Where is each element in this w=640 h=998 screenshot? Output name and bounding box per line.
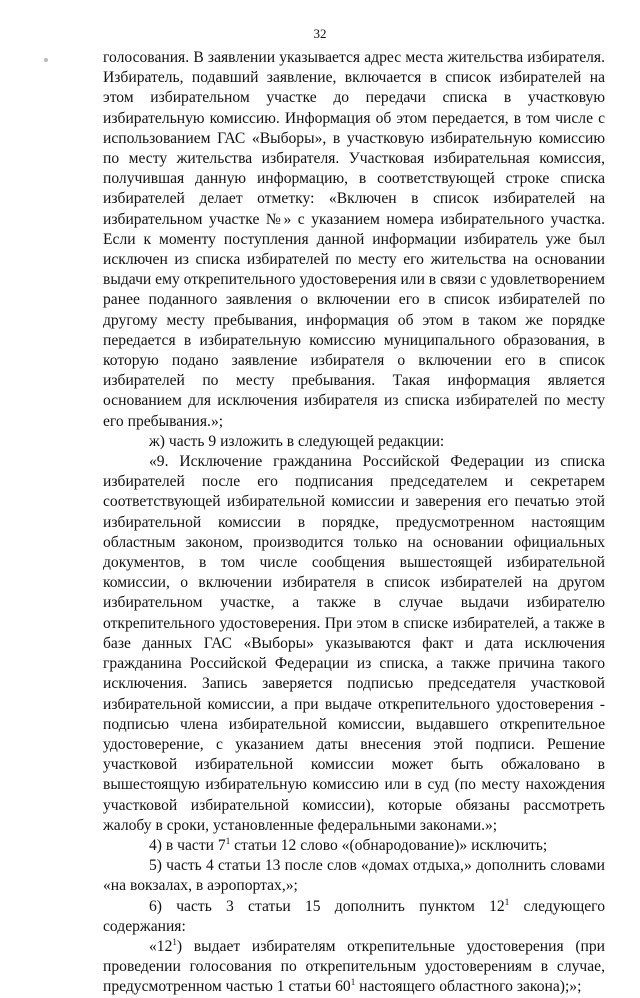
paragraph-item-6-text-a: 6) часть 3 статьи 15 дополнить пунктом 12	[149, 897, 505, 915]
paragraph-continuation: голосования. В заявлении указывается адрес места жительства избирателя. Избиратель, подавший заявление, включается в список избирателей на этом избирательном участке до передачи списка в участковую избирательную комиссию. Информация об этом передается, в том числе с использованием ГАС «Выборы», в участковую избирательную комиссию по месту жительства избирателя. Участковая избирательная комиссия, получившая данную информацию, в соответствующей строке списка избирателей делает отметку: «Включен в список избирателей на избирательном участке №» с указанием номера избирательного участка. Если к моменту поступления данной информации избиратель уже был исключен из списка избирателей по месту его жительства на основании выдачи ему открепительного удостоверения или в связи с удовлетворением ранее поданного заявления о включении его в список избирателей по другому месту пребывания, информация об этом в таком же порядке передается в избирательную комиссию муниципального образования, в которую подано заявление избирателя о включении его в список избирателей по месту пребывания. Такая информация является основанием для исключения избирателя из списка избирателей по месту его пребывания.»;	[103, 49, 606, 430]
document-body	[103, 48, 605, 998]
paragraph-point-text-b: ) выдает избирателям открепительные удостоверения (при проведении голосования по открепительным удостоверениям в случае, предусмотренном частью 1 статьи 60	[103, 937, 605, 996]
superscript: 1	[350, 977, 356, 988]
paragraph-item-6	[103, 897, 605, 937]
paragraph-point-text-c: настоящего областного закона);»;	[355, 978, 582, 996]
paragraph-item-4-text-b: статьи 12 слово «(обнародование)» исключить;	[230, 836, 548, 854]
paragraph-item-zh: ж) часть 9 изложить в следующей редакции:	[149, 432, 445, 450]
scan-dot	[44, 58, 48, 62]
page-number: 32	[313, 26, 327, 41]
paragraph-item-4-text-a: 4) в части 7	[149, 836, 226, 854]
superscript: 1	[225, 835, 231, 846]
paragraph-part-9: «9. Исключение гражданина Российской Федерации из списка избирателей после его подписания председателем и секретарем соответствующей избирательной комиссии и заверения его печатью этой избирательной комиссии в порядке, предусмотренном настоящим областным законом, производится только на основании официальных документов, в том числе сообщения вышестоящей избирательной комиссии, о включении избирателя в список избирателей на другом избирательном участке, а также в случае выдачи избирателю открепительного удостоверения. При этом в списке избирателей, а также в базе данных ГАС «Выборы» указываются факт и дата исключения гражданина Российской Федерации из списка, а также причина такого исключения. Запись заверяется подписью председателя участковой избирательной комиссии, а при выдаче открепительного удостоверения - подписью члена избирательной комиссии, выдавшего открепительное удостоверение, с указанием даты внесения этой подписи. Решение участковой избирательной комиссии может быть обжаловано в вышестоящую избирательную комиссию или в суд (по месту нахождения участковой избирательной комиссии), которые обязаны рассмотреть жалобу в сроки, установленные федеральными законами.»;	[103, 453, 605, 834]
paragraph-item-5: 5) часть 4 статьи 13 после слов «домах отдыха,» дополнить словами «на вокзалах, в аэропортах,»;	[103, 857, 605, 895]
superscript: 1	[504, 896, 510, 907]
superscript: 1	[172, 936, 177, 947]
paragraph-item-6-text-b: следующего содержания:	[103, 897, 605, 935]
paragraph-item-4	[103, 836, 605, 856]
paragraph-point-text-a: «12	[149, 937, 173, 955]
paragraph-point-12-1	[103, 937, 605, 998]
